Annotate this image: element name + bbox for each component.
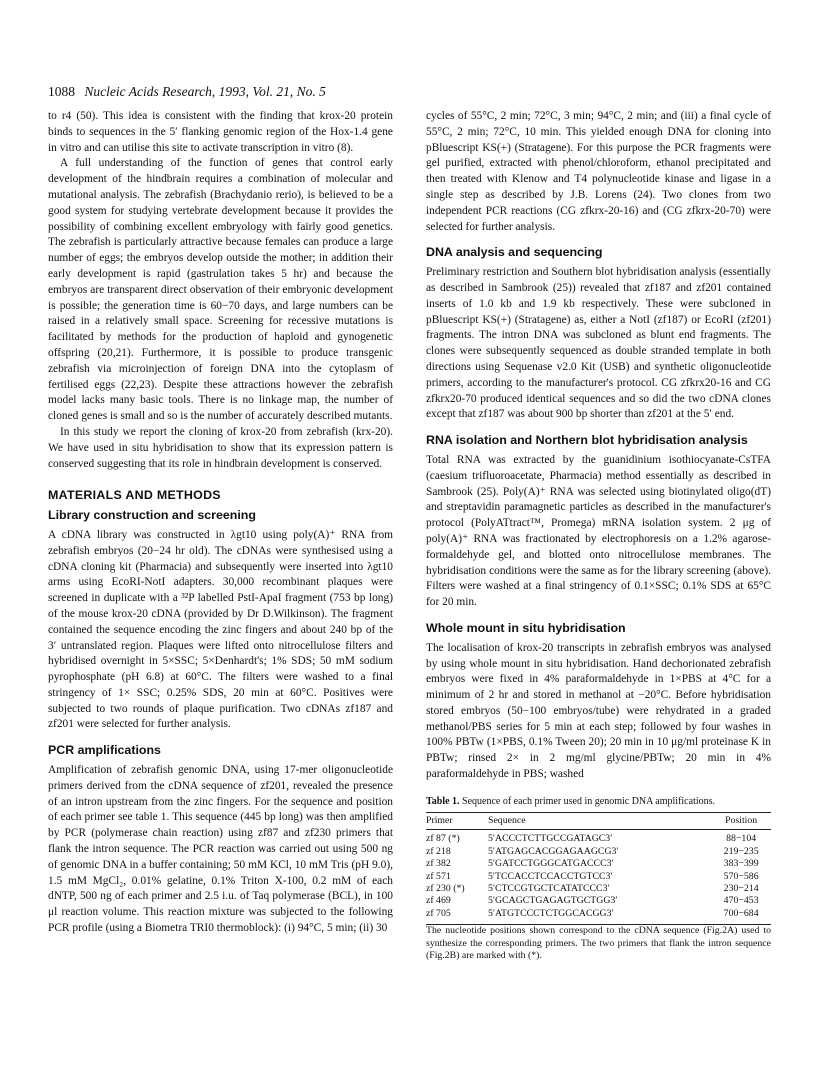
library-paragraph: A cDNA library was constructed in λgt10 using poly(A)⁺ RNA from zebrafish embryos (20−24 hr old). The cDNAs were synthesised using a cDNA cloning kit (Pharmacia) and subsequently were inserted into λgt10 arms using EcoRI-NotI adapters. 30,000 recombinant plaques were screened in duplicate with a ³²P labelled PstI-ApaI fragment (753 bp long) of the mouse krox-20 cDNA (provided by Dr D.Wilkinson). The fragment contained the sequence encoding the zinc fingers and about 240 bp of the 3′ untranslated region. Plaques were lifted onto nitrocellulose filters and hybridised overnight in 5×SSC; 5×Denhardt's; 1% SDS; 50 mM sodium pyrophosphate (pH 6.8) at 60°C. The filters were washed to a final stringency of 1× SSC; 0.25% SDS, 20 min at 60°C. Positives were subjected to two rounds of plaque purification. Two cDNAs zf187 and zf201 were selected for further analysis. xyxy=(48,528,393,731)
running-header xyxy=(48,84,326,100)
table-row xyxy=(426,908,771,925)
primer-sequence: 5′CTCCGTGCTCATATCCC3′ xyxy=(488,882,610,894)
primer-name: zf 382 xyxy=(426,858,451,870)
primer-name: zf 87 (*) xyxy=(426,833,460,845)
primer-position: 230−214 xyxy=(723,882,759,894)
rna-paragraph: Total RNA was extracted by the guanidinium isothiocyanate-CsTFA (caesium trifluoroacetate, Pharmacia) method essentially as described in Sambrook (25). Poly(A)⁺ RNA was selected using biotinylated oligo(dT) and streptavidin paramagnetic particles as described in the manufacturer's protocol (PolyATtract™, Promega) mRNA isolation system. 2 μg of poly(A)⁺ RNA was fractionated by electrophoresis on a 1.2% agarose-formaldehyde gel, and blotted onto nitrocellulose membranes. The hybridisation conditions were the same as for the library screening (above). Filters were washed at a final stringency of 0.1×SSC; 0.1% SDS at 65°C for 20 min. xyxy=(426,453,771,609)
pcr-paragraph: Amplification of zebrafish genomic DNA, using 17-mer oligonucleotide primers derived from the cDNA sequence of zf201, revealed the presence of an intron upstream from the zinc fingers. For the sequence and position of each primer see table 1. This sequence (445 bp long) was then amplified by PCR (polymerase chain reaction) using zf87 and zf230 primers that flank the intron sequence. The PCR reaction was carried out using 500 ng of genomic DNA in a buffer containing; 50 mM KCl, 10 mM Tris (pH 9.0), 1.5 mM MgCl₂, 0.01% gelatine, 0.1% Triton X-100, 0.2 mM of each dNTP, 500 ng of each primer and 2.5 i.u. of Taq polymerase (BCL), in 100 μl reaction volume. This reaction mixture was subjected to the following PCR profile (using a Biometra TRI0 thermoblock): (i) 94°C, 5 min; (ii) 30 xyxy=(48,764,393,935)
primer-sequence: 5′ATGTCCCTCTGGCACGG3′ xyxy=(488,908,711,925)
intro-paragraph-2: A full understanding of the function of genes that control early development of the hindbrain requires a combination of molecular and mutational analysis. The zebrafish (Brachydanio rerio), is believed to be a good system for studying vertebrate development because it provides the possibility of combining excellent embryology with fairly good genetics. The zebrafish is particularly attractive because females can produce a large number of eggs; the embryos develop outside the mother; in addition their early development is rapid (gastrulation takes 5 hr) and because the embryos are transparent direct observation of their embryonic development is possible; the generation time is 60−70 days, and large numbers can be raised in a relatively small space. Screening for recessive mutations is facilitated by methods for the production of haploid and gynogenetic offspring (20,21). Furthermore, it is possible to produce transgenic zebrafish via microinjection of foreign DNA into the cytoplasm of fertilised eggs (22,23). Despite these attractions however the zebrafish model lacks many basic tools. There is no linkage map, the number of cloned genes is small and so is the number of accurately described mutants. xyxy=(48,157,393,423)
table-row xyxy=(426,830,771,846)
primer-table-block xyxy=(426,795,771,962)
journal-citation: Nucleic Acids Research, 1993, Vol. 21, No. 5 xyxy=(84,84,326,99)
subsection-title-library: Library construction and screening xyxy=(48,508,256,523)
primer-position: 219−235 xyxy=(723,845,759,857)
section-title-materials-methods: MATERIALS AND METHODS xyxy=(48,488,221,503)
pcr-continued-paragraph: cycles of 55°C, 2 min; 72°C, 3 min; 94°C, 2 min; and (iii) a final cycle of 55°C, 2 min; 72°C, 10 min. This yielded enough DNA for cloning into pBluescript KS(+) (Stratagene). For this purpose the PCR fragments were gel purified, extracted with phenol/chloroform, ethanol precipitated and then treated with Klenow and T4 polynucleotide kinase and ligase in a single step as described by J.B. Lorens (24). Two clones from two independent PCR reactions (CG zfkrx-20-16) and (CG zfkrx-20-70) were selected for further analysis. xyxy=(426,110,771,233)
subsection-title-dna-analysis: DNA analysis and sequencing xyxy=(426,245,603,260)
right-column xyxy=(426,109,771,962)
primer-position: 700−684 xyxy=(711,908,771,925)
primer-name: zf 571 xyxy=(426,870,451,882)
primer-sequence: 5′ACCCTCTTGCCGATAGC3′ xyxy=(488,833,613,845)
subsection-title-pcr: PCR amplifications xyxy=(48,743,161,758)
primer-sequence: 5′GCAGCTGAGAGTGCTGG3′ xyxy=(488,895,618,907)
primer-sequence: 5′ATGAGCACGGAGAAGCG3′ xyxy=(488,845,619,857)
primer-name: zf 218 xyxy=(426,845,451,857)
table-row xyxy=(426,895,771,907)
subsection-title-in-situ: Whole mount in situ hybridisation xyxy=(426,620,626,635)
table-header-position: Position xyxy=(711,812,771,829)
primer-name: zf 705 xyxy=(426,908,488,925)
table-header-sequence: Sequence xyxy=(488,812,711,829)
primer-sequence: 5′GATCCTGGGCATGACCC3′ xyxy=(488,858,614,870)
table-row xyxy=(426,871,771,883)
table-header-primer: Primer xyxy=(426,812,488,829)
table-header-row xyxy=(426,812,771,829)
intro-paragraph-3: In this study we report the cloning of krox-20 from zebrafish (krx-20). We have used in situ hybridisation to show that its expression pattern is conserved suggesting that its role in hindbrain development is conserved. xyxy=(48,425,393,470)
primer-position: 470−453 xyxy=(723,895,759,907)
subsection-title-rna: RNA isolation and Northern blot hybridisation analysis xyxy=(426,433,748,448)
primer-position: 570−586 xyxy=(723,870,759,882)
intro-paragraph-1: to r4 (50). This idea is consistent with the finding that krox-20 protein binds to sequences in the 5′ flanking genomic region of the Hox-1.4 gene in vitro and can utilise this site to activate transcription in vitro (8). xyxy=(48,110,393,154)
table-row xyxy=(426,858,771,870)
table-footnote: The nucleotide positions shown correspond to the cDNA sequence (Fig.2A) used to synthesize the corresponding primers. The two primers that flank the intron sequence (Fig.2B) are marked with (*). xyxy=(426,925,771,961)
table-row xyxy=(426,883,771,895)
primer-position: 383−399 xyxy=(723,858,759,870)
primer-sequence: 5′TCCACCTCCACCTGTCC3′ xyxy=(488,870,613,882)
table-caption xyxy=(426,795,771,808)
table-caption-text: Sequence of each primer used in genomic DNA amplifications. xyxy=(462,795,716,807)
in-situ-paragraph: The localisation of krox-20 transcripts in zebrafish embryos was analysed by using whole mount in situ hybridisation. Hand dechorionated zebrafish embryos were fixed in 4% paraformaldehyde in 1×PBS at 4°C for a minimum of 2 hr and stored in methanol at −20°C. Before hybridisation stored embryos (50−100 embryos/tube) were rehydrated in a graded methanol/PBS series for 5 min at each step; followed by four washes in 100% PBTw (1×PBS, 0.1% Tween 20); 20 min in 10 μg/ml proteinase K in PBTw; rinsed 2× in 2 mg/ml glycine/PBTw; 20 min in 4% paraformaldehyde in PBS; washed xyxy=(426,641,771,781)
primer-name: zf 469 xyxy=(426,895,451,907)
page-number: 1088 xyxy=(48,84,75,99)
primer-table xyxy=(426,812,771,925)
table-row xyxy=(426,846,771,858)
primer-name: zf 230 (*) xyxy=(426,882,465,894)
dna-analysis-paragraph: Preliminary restriction and Southern blot hybridisation analysis (essentially as described in Sambrook (25)) revealed that zf187 and zf201 contained inserts of 1.0 kb and 1.9 kb respectively. These were subcloned in pBluescript KS(+) (Stratagene) as, either a NotI (zf187) or EcoRI (zf201) fragments. The intron DNA was subcloned as blunt end fragments. The clones were subsequently sequenced as double stranded template in both directions using Sequenase v2.0 Kit (USB) and synthetic oligonucleotide primers, according to the manufacturer's protocol. CG zfkrx20-16 and CG zfkrx20-70 produced identical sequences and so did the two cDNA clones except that zf187 was about 900 bp shorter than zf201 at the 5′ end. xyxy=(426,266,771,421)
table-caption-label: Table 1. xyxy=(426,795,460,807)
primer-position: 88−104 xyxy=(726,833,757,845)
left-column xyxy=(48,109,393,937)
